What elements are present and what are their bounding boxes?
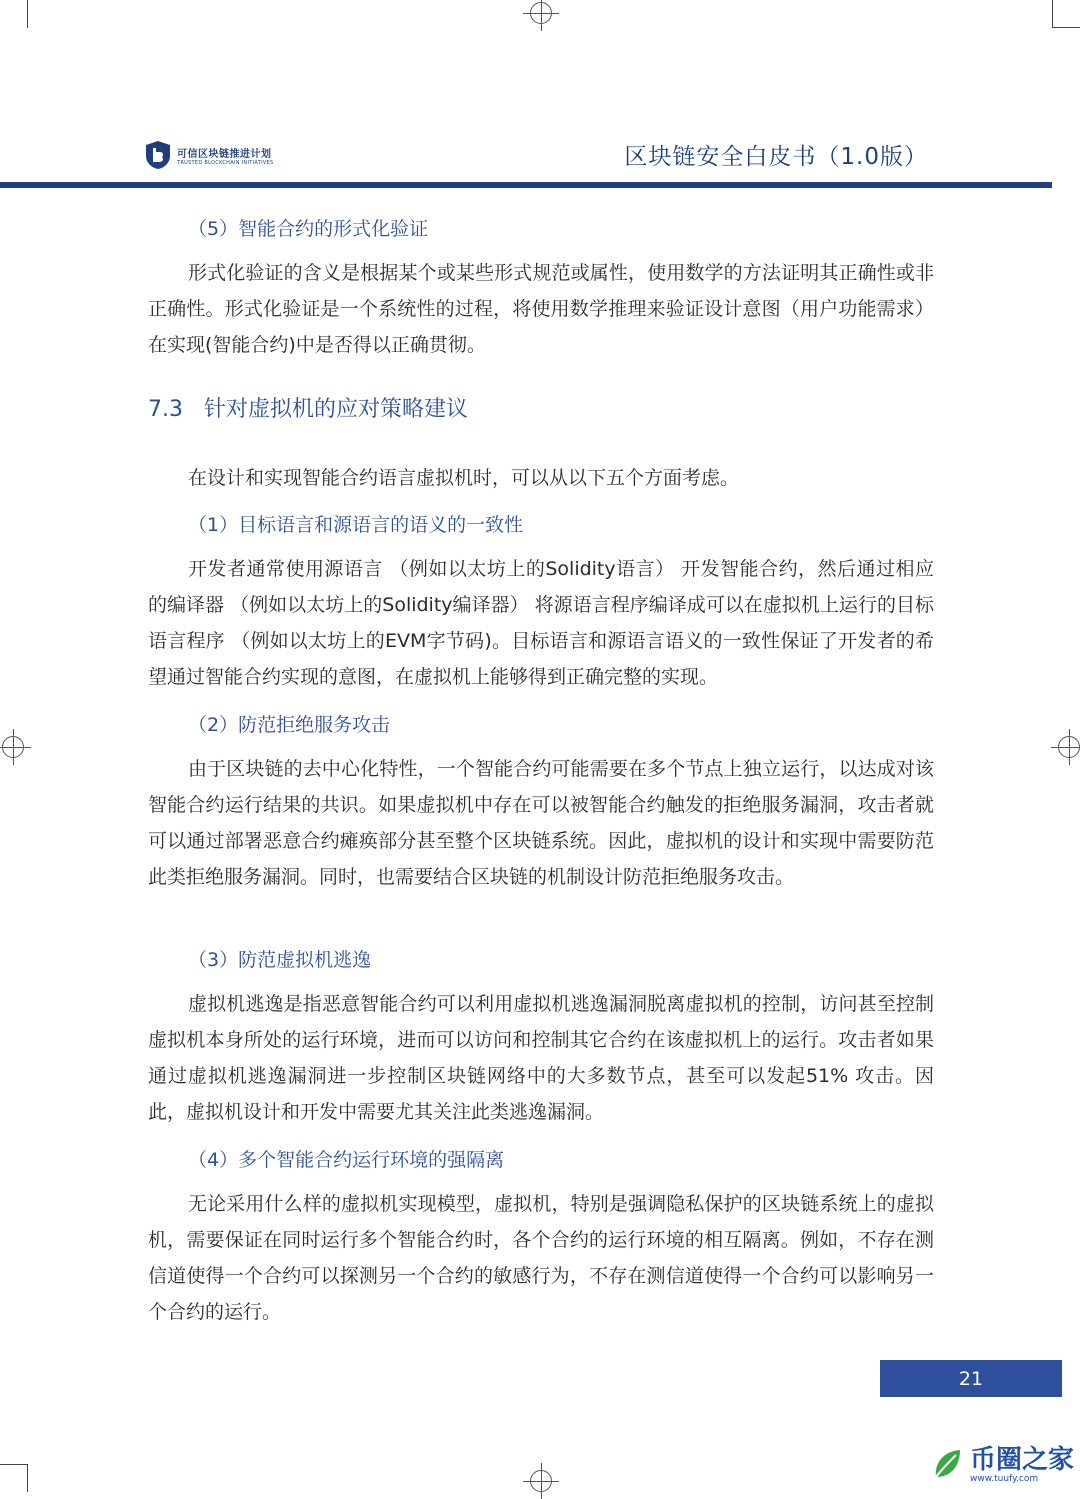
subheading-3: （3）防范虚拟机逃逸 (188, 949, 372, 971)
page-number: 21 (880, 1360, 1062, 1397)
subheading-4: （4）多个智能合约运行环境的强隔离 (188, 1149, 505, 1171)
registration-mark-right (1058, 736, 1080, 758)
section-number: 7.3 (148, 397, 183, 422)
watermark-url: www.tuufy.com (970, 1474, 1039, 1484)
crop-mark-top-right-v (1052, 0, 1053, 28)
shield-logo-icon (145, 140, 171, 170)
crop-mark-bottom-left-v (27, 1464, 28, 1492)
header-rule (0, 182, 1052, 188)
watermark (930, 1446, 1074, 1484)
registration-mark-bottom (530, 1470, 552, 1492)
document-title: 区块链安全白皮书（1.0版） (624, 144, 928, 170)
subheading-2: （2）防范拒绝服务攻击 (188, 714, 391, 736)
paragraph-isolation: 无论采用什么样的虚拟机实现模型，虚拟机，特别是强调隐私保护的区块链系统上的虚拟机，需要保证在同时运行多个智能合约时，各个合约的运行环境的相互隔离。例如，不存在测信道使得一个合约可以探测另一个合约的敏感行为，不存在测信道使得一个合约可以影响另一个合约的运行。 (148, 1193, 934, 1323)
logo-name-cn: 可信区块链推进计划 (177, 148, 272, 160)
crop-mark-top-left-v (27, 0, 28, 28)
crop-mark-bottom-left-h (0, 1464, 28, 1465)
registration-mark-left (2, 736, 24, 758)
paragraph-vm-escape: 虚拟机逃逸是指恶意智能合约可以利用虚拟机逃逸漏洞脱离虚拟机的控制，访问甚至控制虚拟机本身所处的运行环境，进而可以访问和控制其它合约在该虚拟机上的运行。攻击者如果通过虚拟机逃逸漏洞进一步控制区块链网络中的大多数节点，甚至可以发起51% 攻击。因此，虚拟机设计和开发中需要尤其关注此类逃逸漏洞。 (148, 993, 934, 1123)
watermark-name: 币圈之家 (970, 1445, 1075, 1475)
paragraph-intro: 在设计和实现智能合约语言虚拟机时，可以从以下五个方面考虑。 (188, 467, 740, 489)
paragraph-dos-prevention: 由于区块链的去中心化特性，一个智能合约可能需要在多个节点上独立运行，以达成对该智能合约运行结果的共识。如果虚拟机中存在可以被智能合约触发的拒绝服务漏洞，攻击者就可以通过部署恶意合约瘫痪部分甚至整个区块链系统。因此，虚拟机的设计和实现中需要防范此类拒绝服务漏洞。同时，也需要结合区块链的机制设计防范拒绝服务攻击。 (148, 758, 934, 888)
leaf-logo-icon (930, 1447, 964, 1483)
registration-mark-top (530, 2, 552, 24)
paragraph-semantic-consistency: 开发者通常使用源语言 （例如以太坊上的Solidity语言） 开发智能合约，然后通过相应的编译器 （例如以太坊上的Solidity编译器） 将源语言程序编译成可以在虚拟机上运行的目标语言程序 （例如以太坊上的EVM字节码)。目标语言和源语言语义的一致性保证了开发者的希望通过智能合约实现的意图，在虚拟机上能够得到正确完整的实现。 (148, 558, 934, 688)
header-logo (145, 140, 274, 170)
logo-name-en: TRUSTED BLOCKCHAIN INITIATIVES (177, 159, 274, 166)
subheading-5: （5）智能合约的形式化验证 (188, 218, 429, 240)
section-heading-7-3 (148, 392, 934, 423)
crop-mark-top-right-h (1052, 27, 1080, 28)
subheading-1: （1）目标语言和源语言的语义的一致性 (188, 514, 524, 536)
paragraph-formal-verification: 形式化验证的含义是根据某个或某些形式规范或属性，使用数学的方法证明其正确性或非正确性。形式化验证是一个系统性的过程，将使用数学推理来验证设计意图（用户功能需求）在实现(智能合约)中是否得以正确贯彻。 (148, 262, 934, 356)
section-title: 针对虚拟机的应对策略建议 (204, 397, 469, 422)
